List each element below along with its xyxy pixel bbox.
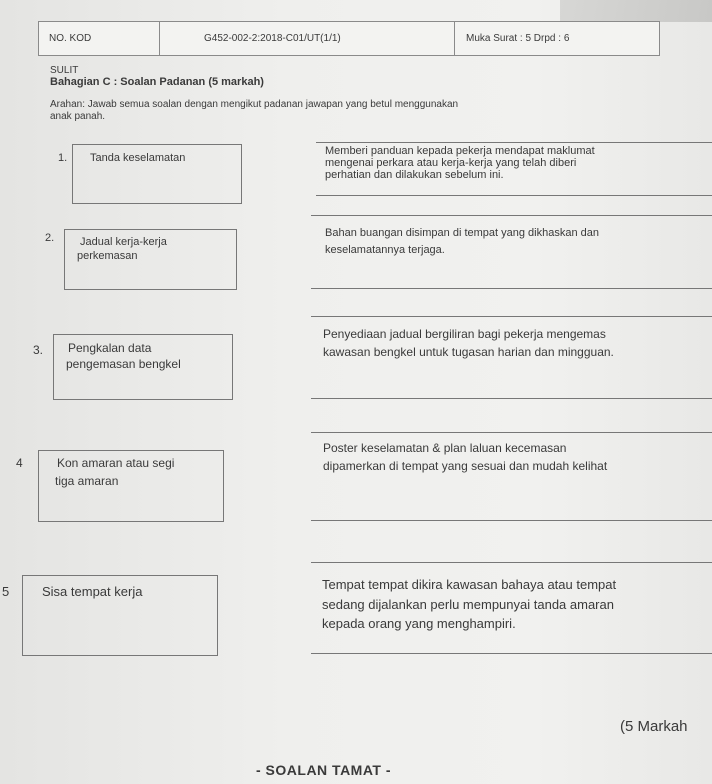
description-line: perhatian dan dilakukan sebelum ini. — [325, 169, 504, 181]
header-bar — [38, 21, 660, 56]
end-of-paper-label: - SOALAN TAMAT - — [256, 762, 392, 778]
header-divider — [454, 22, 455, 55]
item-number: 2. — [45, 232, 55, 244]
term-text: Kon amaran atau segi — [57, 456, 175, 470]
code-label: G452-002-2:2018-C01/UT(1/1) — [204, 33, 341, 44]
description-line: Tempat tempat dikira kawasan bahaya atau tempat — [322, 577, 617, 592]
term-text: pengemasan bengkel — [66, 357, 181, 371]
description-line: keselamatannya terjaga. — [325, 244, 445, 256]
description-line: sedang dijalankan perlu mempunyai tanda amaran — [322, 597, 614, 612]
term-text: Sisa tempat kerja — [42, 584, 143, 599]
description-line: kepada orang yang menghampiri. — [322, 616, 516, 631]
term-text: Pengkalan data — [68, 341, 152, 355]
description-line: Penyediaan jadual bergiliran bagi pekerja mengemas — [323, 327, 606, 341]
instruction-line-2: anak panah. — [50, 111, 106, 122]
description-border — [311, 653, 712, 654]
term-text: Tanda keselamatan — [90, 152, 186, 164]
folded-corner — [560, 0, 712, 22]
description-border — [311, 215, 712, 216]
term-text: perkemasan — [77, 250, 138, 262]
no-kod-label: NO. KOD — [49, 33, 92, 44]
header-divider — [159, 22, 160, 55]
description-border — [311, 288, 712, 289]
description-line: Poster keselamatan & plan laluan kecemasan — [323, 441, 567, 455]
sulit-label: SULIT — [50, 65, 79, 76]
section-title: Bahagian C : Soalan Padanan (5 markah) — [50, 76, 264, 88]
description-border — [311, 432, 712, 433]
item-number: 3. — [33, 343, 44, 357]
description-line: dipamerkan di tempat yang sesuai dan mudah kelihat — [323, 459, 608, 473]
item-number: 4 — [16, 456, 23, 470]
description-border — [311, 316, 712, 317]
instruction-line-1: Arahan: Jawab semua soalan dengan mengikut padanan jawapan yang betul menggunakan — [50, 99, 459, 110]
item-number: 5 — [2, 584, 10, 599]
item-number: 1. — [58, 152, 68, 164]
description-line: kawasan bengkel untuk tugasan harian dan mingguan. — [323, 345, 614, 359]
total-marks: (5 Markah — [620, 718, 688, 735]
description-line: mengenai perkara atau kerja-kerja yang telah diberi — [325, 157, 577, 169]
description-border — [311, 562, 712, 563]
description-line: Bahan buangan disimpan di tempat yang dikhaskan dan — [325, 227, 599, 239]
term-text: tiga amaran — [55, 474, 119, 488]
page-label: Muka Surat : 5 Drpd : 6 — [466, 33, 570, 44]
description-border — [316, 195, 712, 196]
term-text: Jadual kerja-kerja — [80, 236, 167, 248]
description-border — [311, 520, 712, 521]
description-border — [316, 142, 712, 143]
description-border — [311, 398, 712, 399]
description-line: Memberi panduan kepada pekerja mendapat maklumat — [325, 145, 595, 157]
